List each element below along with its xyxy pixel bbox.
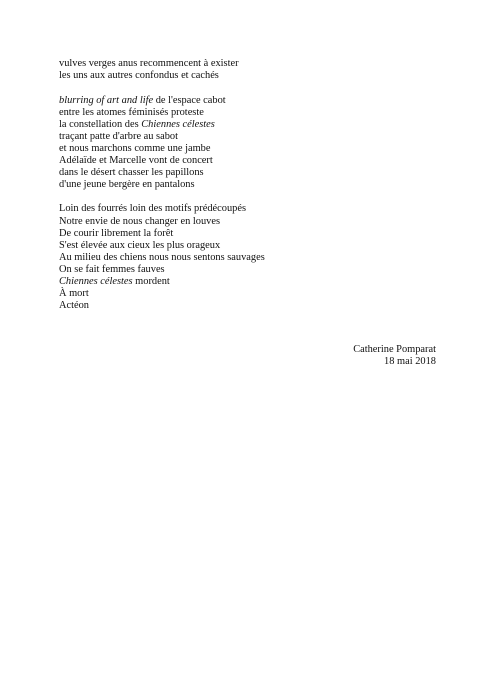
line-text: de l'espace cabot [153, 94, 226, 106]
stanza [59, 203, 439, 311]
poem-line [59, 119, 439, 131]
poem-line [59, 70, 439, 82]
italic-text: blurring of art and life [59, 94, 154, 106]
line-text: Actéon [59, 299, 90, 311]
poem-line [59, 252, 439, 264]
line-text: Au milieu des chiens nous nous sentons sauvages [59, 251, 265, 263]
poem-line [59, 300, 439, 312]
poem-line [59, 131, 439, 143]
italic-text: Chiennes célestes [59, 275, 133, 287]
poem-line [59, 107, 439, 119]
poem-line [59, 58, 439, 70]
poem-line [59, 203, 439, 215]
poem-body [59, 58, 439, 312]
line-text: dans le désert chasser les papillons [59, 166, 204, 178]
poem-line [59, 95, 439, 107]
poem-line [59, 228, 439, 240]
line-text: Notre envie de nous changer en louves [59, 215, 220, 227]
line-text: À mort [59, 287, 89, 299]
poem-line [59, 240, 439, 252]
line-text: d'une jeune bergère en pantalons [59, 178, 195, 190]
line-text: mordent [132, 275, 170, 287]
line-text: et nous marchons comme une jambe [59, 142, 211, 154]
poem-line [59, 155, 439, 167]
signature-date: 18 mai 2018 [384, 356, 436, 368]
line-text: S'est élevée aux cieux les plus orageux [59, 239, 221, 251]
line-text: Adélaïde et Marcelle vont de concert [59, 154, 213, 166]
line-text: les uns aux autres confondus et cachés [59, 70, 219, 82]
stanza [59, 58, 439, 82]
line-text: Loin des fourrés loin des motifs prédécoupés [59, 203, 246, 215]
poem-line [59, 143, 439, 155]
signature-block [353, 344, 436, 368]
poem-line [59, 264, 439, 276]
poem-line [59, 216, 439, 228]
line-text: vulves verges anus recommencent à exister [59, 58, 239, 69]
line-text: On se fait femmes fauves [59, 263, 165, 275]
italic-text: Chiennes célestes [141, 118, 215, 130]
poem-line [59, 179, 439, 191]
poem-line [59, 288, 439, 300]
poem-line [59, 276, 439, 288]
line-text: la constellation des [59, 118, 142, 130]
author-name: Catherine Pomparat [353, 344, 436, 355]
line-text: De courir librement la forêt [59, 227, 174, 239]
line-text: traçant patte d'arbre au sabot [59, 130, 178, 142]
poem-line [59, 167, 439, 179]
stanza [59, 95, 439, 191]
line-text: entre les atomes féminisés proteste [59, 106, 204, 118]
